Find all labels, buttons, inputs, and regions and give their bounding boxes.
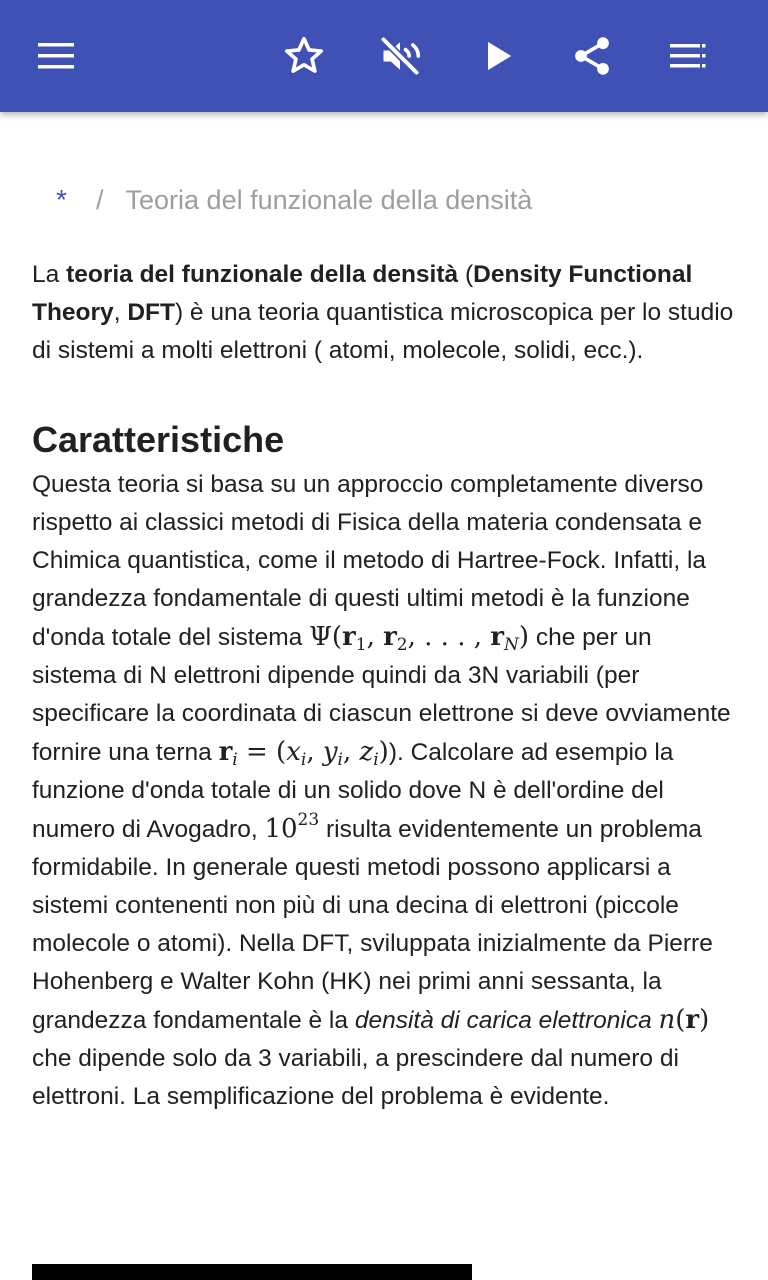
app-toolbar xyxy=(0,0,768,112)
share-icon xyxy=(570,34,614,78)
intro-text: , xyxy=(113,299,128,326)
section-heading: Caratteristiche xyxy=(32,419,285,460)
star-outline-icon xyxy=(282,34,326,78)
breadcrumb-separator: / xyxy=(96,184,104,215)
paragraph-text: che per un sistema di N elettroni dipende quindi da 3N variabili (per specificare la coordinata di ciascun elettrone si deve ovviamente fornire una terna xyxy=(32,624,731,766)
article-content xyxy=(32,256,736,1116)
play-icon xyxy=(478,36,518,76)
toc-button[interactable] xyxy=(662,30,714,82)
intro-text: ( xyxy=(458,261,474,288)
emphasized-term: densità di carica elettronica xyxy=(354,1007,652,1034)
intro-bold-term: Density Functional Theory xyxy=(32,261,693,326)
volume-off-icon xyxy=(378,34,422,78)
math-coordinate-triple: $r_i = (x_i$, $y_i$, $z_i$) xyxy=(218,737,389,770)
paragraph-text: Questa teoria si basa su un approccio completamente diverso rispetto ai classici metodi di Fisica della materia condensata e Chimica quantistica, come il metodo di Hartree-Fock. Infatti, la grandezza fondamentale di questi ultimi metodi è la funzione d'onda totale del sistema xyxy=(32,471,707,651)
breadcrumb-current: Teoria del funzionale della densità xyxy=(125,184,533,215)
math-charge-density: n(r) xyxy=(658,1005,710,1035)
mute-button[interactable] xyxy=(374,30,426,82)
section-paragraph xyxy=(32,466,736,1116)
paragraph-text: ). Calcolare ad esempio la funzione d'onda totale di un solido dove N è dell'ordine del numero di Avogadro, xyxy=(32,739,674,843)
share-button[interactable] xyxy=(566,30,618,82)
intro-bold-term: DFT xyxy=(127,299,175,326)
image-placeholder xyxy=(32,1264,472,1280)
breadcrumb-home-link[interactable]: * xyxy=(56,184,67,215)
breadcrumb xyxy=(56,180,532,220)
intro-paragraph xyxy=(32,256,736,370)
intro-text: La xyxy=(32,261,67,288)
favorite-button[interactable] xyxy=(278,30,330,82)
play-button[interactable] xyxy=(472,30,524,82)
list-icon xyxy=(668,41,708,71)
menu-button[interactable] xyxy=(30,30,82,82)
math-avogadro-number: $10^{23}$ xyxy=(264,810,320,844)
paragraph-text: che dipende solo da 3 variabili, a prescindere dal numero di elettroni. La semplificazione del problema è evidente. xyxy=(32,1045,679,1110)
paragraph-text: risulta evidentemente un problema formidabile. In generale questi metodi possono applicarsi a sistemi contenenti non più di una decina di elettroni (piccole molecole o atomi). Nella DFT, sviluppata inizialmente da Pierre Hohenberg e Walter Kohn (HK) nei primi anni sessanta, la grandezza fondamentale è la xyxy=(32,816,713,1034)
math-wavefunction: $\Psi(r_1$, $r_2$, . . . , $r_N$) xyxy=(309,622,530,655)
intro-text: ) è una teoria quantistica microscopica per lo studio di sistemi a molti elettroni ( atomi, molecole, solidi, ecc.). xyxy=(32,299,734,364)
hamburger-menu-icon xyxy=(36,41,76,71)
intro-bold-term: teoria del funzionale della densità xyxy=(66,261,459,288)
